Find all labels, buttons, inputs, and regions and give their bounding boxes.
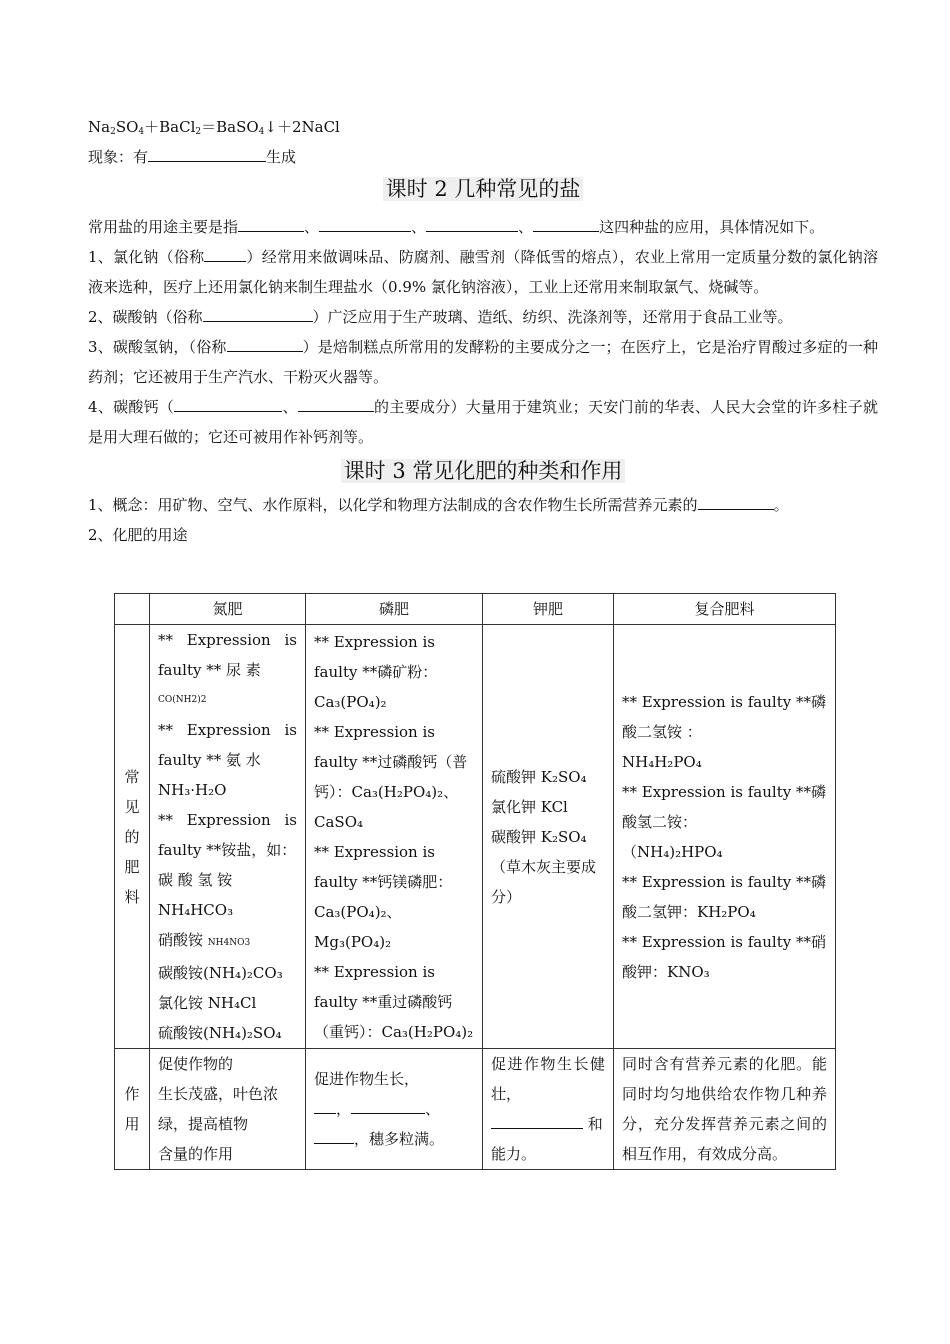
- function-text: [314, 1124, 474, 1154]
- lesson2-item-2: [88, 302, 878, 332]
- nitrogen-entry: ** Expression is faulty **铵盐，如：: [158, 811, 297, 859]
- potassium-entry: 硫酸钾 K₂SO₄: [491, 767, 587, 786]
- eq-sub: 2: [195, 127, 202, 137]
- sep: 、: [425, 1100, 441, 1118]
- function-text: 促进作物生长，: [314, 1070, 420, 1088]
- lesson3-title-text: 课时 3 常见化肥的种类和作用: [341, 459, 626, 483]
- potassium-function-cell: [483, 1049, 614, 1170]
- fill-blank[interactable]: [238, 215, 304, 232]
- item-text: 4、碳酸钙（: [88, 398, 175, 416]
- phosphorus-function-cell: [306, 1049, 483, 1170]
- fill-blank[interactable]: [491, 1112, 583, 1129]
- fill-blank[interactable]: [203, 305, 313, 322]
- fertilizer-table: [114, 593, 836, 1170]
- compound-entry: （NH₄)₂HPO₄: [622, 842, 723, 861]
- lesson2-item-4: [88, 392, 878, 452]
- function-text-part: 和: [587, 1115, 603, 1133]
- lesson3-concept: [88, 490, 878, 520]
- compound-entry: ** Expression is faulty **硝酸钾：KNO₃: [622, 932, 826, 981]
- item-text: 的主要成分）大量用于建筑业；天安门前的华表、人民大会堂的许多柱子就是用大理石做的；它还可被用作补钙剂等。: [88, 398, 878, 446]
- equation-line: [88, 112, 878, 142]
- compound-function-cell: 同时含有营养元素的化肥。能同时均匀地供给农作物几种养分，充分发挥营养元素之间的相互作用，有效成分高。: [614, 1049, 836, 1170]
- compound-entry: NH₄H₂PO₄: [622, 752, 702, 771]
- eq-sub: 4: [258, 127, 265, 137]
- nitrogen-entry: 硫酸铵(NH₄)₂SO₄: [158, 1024, 282, 1042]
- sep: 、: [411, 218, 427, 236]
- fill-blank[interactable]: [426, 215, 518, 232]
- lesson2-title-text: 课时 2 几种常见的盐: [383, 177, 584, 201]
- compound-entry: ** Expression is faulty **磷酸氢二铵：: [622, 782, 826, 831]
- compound-entry: ** Expression is faulty **磷酸二氢铵 ：: [622, 692, 826, 741]
- nitrogen-entry-small: CO(NH2)2: [158, 695, 207, 705]
- intro-text: 常用盐的用途主要是指: [88, 218, 239, 236]
- nitrogen-entry: 碳酸铵(NH₄)₂CO₃: [158, 964, 283, 982]
- document-page: [88, 112, 878, 550]
- header-potassium: 钾肥: [483, 594, 614, 625]
- nitrogen-entry: ** Expression is faulty ** 尿 素: [158, 631, 297, 679]
- concept-text: 。: [773, 496, 789, 514]
- table-row: [115, 625, 836, 1049]
- lesson2-item-3: [88, 332, 878, 392]
- nitrogen-entry: NH₃·H₂O: [158, 781, 227, 799]
- item-text: 2、碳酸钠（俗称: [88, 308, 203, 326]
- function-text: 能力。: [491, 1145, 537, 1163]
- intro-text: 这四种盐的应用，具体情况如下。: [599, 218, 825, 236]
- eq-part: ＋BaCl: [144, 118, 196, 136]
- lesson2-item-1: [88, 242, 878, 302]
- nitrogen-cell: [150, 625, 306, 1049]
- fill-blank[interactable]: [698, 493, 774, 510]
- fill-blank[interactable]: [314, 1097, 336, 1114]
- fill-blank[interactable]: [351, 1097, 425, 1114]
- header-phosphorus: 磷肥: [306, 594, 483, 625]
- fill-blank[interactable]: [533, 215, 599, 232]
- phosphorus-cell: [306, 625, 483, 1049]
- table-header-row: [115, 594, 836, 625]
- row-label-fertilizers: 常见的肥料: [115, 625, 150, 1049]
- nitrogen-entry: 碳 酸 氢 铵: [158, 871, 233, 889]
- nitrogen-entry: ** Expression is faulty ** 氨 水: [158, 721, 297, 769]
- function-tail: ，穗多粒满。: [354, 1130, 445, 1148]
- header-compound: 复合肥料: [614, 594, 836, 625]
- function-text: 促使作物的: [158, 1055, 234, 1073]
- phenomenon-line: [88, 142, 878, 172]
- nitrogen-entry: 氯化铵 NH₄Cl: [158, 994, 257, 1012]
- table-corner: [115, 594, 150, 625]
- function-text: 生长茂盛，叶色浓绿，提高植物: [158, 1085, 279, 1133]
- eq-sub: 2: [110, 127, 116, 137]
- concept-text: 1、概念：用矿物、空气、水作原料，以化学和物理方法制成的含农作物生长所需营养元素的: [88, 496, 698, 514]
- eq-part: ↓＋2NaCl: [264, 118, 340, 136]
- phenomenon-prefix: 现象：有: [88, 148, 149, 166]
- phosphorus-entry: ** Expression is faulty **过磷酸钙（普钙）：Ca₃(H₂PO₄)₂、CaSO₄: [314, 722, 468, 831]
- potassium-entry: 氯化钾 KCl: [491, 797, 568, 816]
- table-row: [115, 1049, 836, 1170]
- fill-blank[interactable]: [314, 1127, 354, 1144]
- phenomenon-suffix: 生成: [266, 148, 297, 166]
- nitrogen-entry-text: 硝酸铵: [158, 931, 204, 949]
- row-label-function: 作用: [115, 1049, 150, 1170]
- eq-part: Na: [88, 118, 111, 136]
- sep: 、: [282, 398, 298, 416]
- lesson2-title: [88, 172, 878, 206]
- item-text: ）广泛应用于生产玻璃、造纸、纺织、洗涤剂等，还常用于食品工业等。: [312, 308, 793, 326]
- phosphorus-entry: ** Expression is faulty **钙镁磷肥：Ca₃(PO₄)₂、Mg₃(PO₄)₂: [314, 842, 453, 951]
- eq-part: ＝BaSO: [201, 118, 259, 136]
- potassium-entry: （草木灰主要成分）: [491, 857, 597, 906]
- function-text: 促进作物生长健壮，: [491, 1055, 605, 1103]
- eq-part: SO: [115, 118, 139, 136]
- item-text: ）经常用来做调味品、防腐剂、融雪剂（降低雪的熔点），农业上常用一定质量分数的氯化钠溶液来选种，医疗上还用氯化钠来制生理盐水（0.9% 氯化钠溶液），工业上还常用来制取氯气、烧碱等。: [88, 248, 878, 296]
- sep: ，: [336, 1100, 352, 1118]
- nitrogen-entry: NH₄HCO₃: [158, 901, 234, 919]
- sep: 、: [518, 218, 534, 236]
- lesson3-title: [88, 454, 878, 488]
- sep: 、: [304, 218, 320, 236]
- potassium-entry: 碳酸钾 K₂SO₄: [491, 827, 587, 846]
- function-text: [314, 1094, 474, 1124]
- lesson2-intro: [88, 212, 878, 242]
- fill-blank[interactable]: [174, 395, 282, 412]
- fill-blank[interactable]: [204, 245, 246, 262]
- phosphorus-entry: ** Expression is faulty **磷矿粉：Ca₃(PO₄)₂: [314, 632, 438, 711]
- item-text: ）是焙制糕点所常用的发酵粉的主要成分之一；在医疗上，它是治疗胃酸过多症的一种药剂；它还被用于生产汽水、干粉灭火器等。: [88, 338, 878, 386]
- lesson3-usage: 2、化肥的用途: [88, 526, 188, 544]
- compound-cell: [614, 625, 836, 1049]
- item-text: 3、碳酸氢钠，（俗称: [88, 338, 227, 356]
- eq-sub: 4: [138, 127, 145, 137]
- fill-blank[interactable]: [227, 335, 303, 352]
- phosphorus-entry: ** Expression is faulty **重过磷酸钙（重钙）：Ca₃(H₂PO₄)₂: [314, 962, 474, 1041]
- fill-blank[interactable]: [298, 395, 374, 412]
- header-nitrogen: 氮肥: [150, 594, 306, 625]
- compound-entry: ** Expression is faulty **磷酸二氢钾：KH₂PO₄: [622, 872, 826, 921]
- fill-blank[interactable]: [148, 145, 266, 162]
- nitrogen-entry: [158, 925, 297, 958]
- function-text: 含量的作用: [158, 1145, 234, 1163]
- nitrogen-function-cell: [150, 1049, 306, 1170]
- item-text: 1、氯化钠（俗称: [88, 248, 205, 266]
- fill-blank[interactable]: [319, 215, 411, 232]
- nitrogen-entry-small: NH4NO3: [207, 938, 251, 948]
- potassium-cell: [483, 625, 614, 1049]
- function-text: [491, 1109, 605, 1139]
